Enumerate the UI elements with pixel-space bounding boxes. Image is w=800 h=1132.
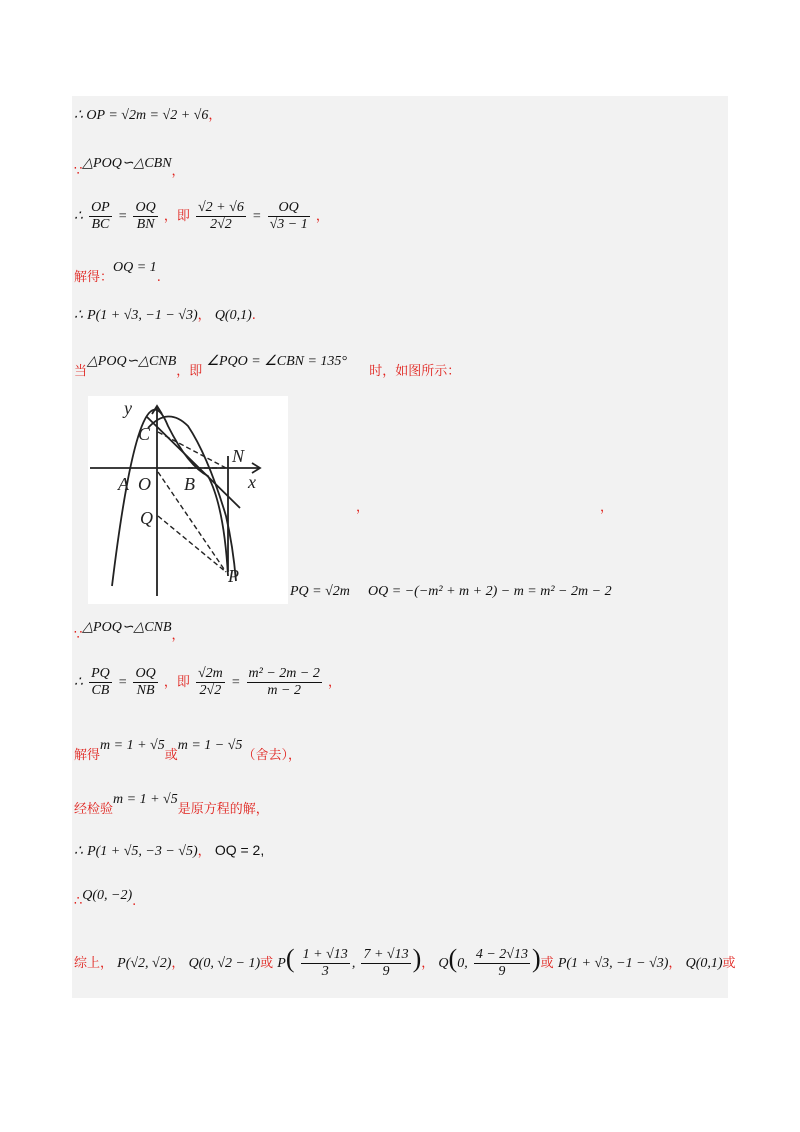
paren-open: ( — [448, 944, 458, 973]
therefore-symbol: ∴ — [74, 675, 83, 690]
formula-similar: △POQ∽△CBN — [82, 156, 172, 171]
comma: , — [351, 956, 356, 971]
line-case-2 — [74, 350, 461, 379]
because-symbol: ∵ — [74, 164, 83, 179]
point-q-label: Q — [438, 956, 449, 971]
text-dang: 当 — [74, 364, 88, 379]
line-ratio-1 — [74, 200, 329, 233]
therefore-symbol: ∴ — [74, 844, 83, 859]
point-q: Q(0,1) — [214, 308, 252, 323]
formula-similar: △POQ∽△CNB — [87, 354, 177, 369]
punct: ， — [171, 164, 185, 179]
point-p: P(1 + √3, −1 − √3) — [87, 308, 198, 323]
point-p-label: P — [277, 956, 286, 971]
punct: . — [132, 894, 137, 909]
line-op — [74, 104, 221, 124]
formula-m: m = 1 + √5 — [113, 792, 178, 807]
punct: ， — [208, 108, 222, 123]
label-a: A — [118, 474, 129, 494]
formula-op: ∴ OP = √2m = √2 + √6 — [74, 108, 209, 123]
fraction: $\frac{OQ}{√3 - 1}$ — [269, 200, 308, 232]
fraction: $\frac{√2 + √6}{2√2}$ — [198, 200, 244, 232]
label-b: B — [184, 474, 195, 494]
punct: ， — [421, 956, 435, 971]
point-q: Q(0, √2 − 1) — [188, 956, 261, 971]
punct: ， — [197, 308, 211, 323]
text-valid: 是原方程的解， — [177, 802, 269, 817]
punct: . — [156, 270, 161, 285]
text-ji: ，即 — [163, 675, 190, 690]
label-solve: 解得： — [74, 270, 114, 285]
line-ratio-2 — [74, 666, 341, 699]
punct: ， — [197, 844, 211, 859]
text-or: 或 — [260, 956, 274, 971]
fraction: $\frac{7 + √13}{9}$ — [363, 947, 409, 979]
text-or: 或 — [722, 956, 736, 971]
fraction: $\frac{4 - 2√13}{9}$ — [475, 947, 528, 979]
point-q: Q(0,1) — [685, 956, 723, 971]
formula-oq: OQ = 1 — [113, 260, 157, 275]
fraction: $\frac{PQ}{CB}$ — [91, 666, 110, 698]
parabola-right-branch — [148, 416, 236, 581]
comma-2: ， — [600, 500, 614, 515]
therefore-symbol: ∴ — [74, 894, 83, 909]
text-or: 或 — [164, 748, 178, 763]
equals: = — [117, 209, 128, 224]
line-similar-2 — [74, 616, 185, 643]
line-solve-2 — [74, 738, 301, 764]
label-check: 经检验 — [74, 802, 114, 817]
fraction: $\frac{OQ}{NB}$ — [135, 666, 156, 698]
line-solve-1 — [74, 260, 161, 286]
formula-oq-expr: OQ = −(−m² + m + 2) − m = m² − 2m − 2 — [368, 584, 612, 599]
formula-oq: OQ = 2 — [214, 842, 261, 858]
therefore-symbol: ∴ — [74, 308, 83, 323]
text-ji: ，即 — [176, 364, 203, 379]
text-ji: ，即 — [163, 209, 190, 224]
therefore-symbol: ∴ — [74, 209, 83, 224]
line-summary — [74, 944, 736, 980]
label-c: C — [138, 424, 151, 444]
punct: ， — [171, 956, 185, 971]
fraction: $\frac{1 + √13}{3}$ — [302, 947, 348, 979]
text-reject: （舍去）， — [242, 748, 301, 763]
line-cb — [146, 416, 240, 508]
point-p: P(√2, √2) — [117, 956, 172, 971]
line-similar-1 — [74, 152, 185, 179]
because-symbol: ∵ — [74, 628, 83, 643]
equals: = — [117, 675, 128, 690]
text-or: 或 — [540, 956, 554, 971]
label-y: y — [124, 398, 132, 418]
punct: ， — [171, 628, 185, 643]
paren-open: ( — [285, 944, 295, 973]
formula-pq: PQ = √2m — [290, 584, 350, 599]
punct: . — [251, 308, 256, 323]
fraction: $\frac{\text{m² − 2m − 2}}{m - 2}$ — [248, 666, 320, 698]
punct: , — [260, 842, 265, 858]
punct: ， — [327, 675, 341, 690]
text-figure-ref: 时，如图所示： — [369, 364, 461, 379]
line-q — [74, 888, 137, 909]
point-p: P(1 + √3, −1 − √3) — [557, 956, 669, 971]
paren-close: ) — [532, 944, 541, 973]
line-points-2 — [74, 840, 264, 860]
equals: = — [230, 675, 241, 690]
line-points-1 — [74, 304, 256, 324]
point-q: Q(0, −2) — [82, 888, 133, 903]
formula-m1: m = 1 + √5 — [100, 738, 165, 753]
punct: ， — [315, 209, 329, 224]
label-x: x — [248, 472, 256, 492]
label-n: N — [232, 446, 245, 466]
label-solve: 解得 — [74, 748, 101, 763]
equals: = — [251, 209, 262, 224]
coord-zero: 0, — [457, 956, 468, 971]
label-summary: 综上， — [74, 956, 114, 971]
parabola-figure — [88, 396, 288, 604]
fraction: $\frac{√2m}{2√2}$ — [198, 666, 223, 698]
line-check — [74, 792, 269, 818]
formula-similar: △POQ∽△CNB — [82, 620, 172, 635]
label-o: O — [138, 474, 151, 494]
label-q: Q — [140, 508, 153, 528]
dashed-qp — [158, 516, 226, 572]
line-pq-oq — [290, 584, 612, 600]
fraction: $\frac{OP}{BC}$ — [91, 200, 110, 232]
label-p: P — [228, 566, 239, 586]
comma-1: ， — [356, 500, 370, 515]
figure-svg — [88, 396, 288, 604]
paren-close: ) — [412, 944, 422, 973]
fraction: $\frac{OQ}{BN}$ — [135, 200, 156, 232]
formula-angle: ∠PQO = ∠CBN = 135° — [206, 354, 348, 369]
point-p: P(1 + √5, −3 − √5) — [87, 844, 198, 859]
punct: ， — [668, 956, 682, 971]
formula-m2: m = 1 − √5 — [177, 738, 243, 753]
